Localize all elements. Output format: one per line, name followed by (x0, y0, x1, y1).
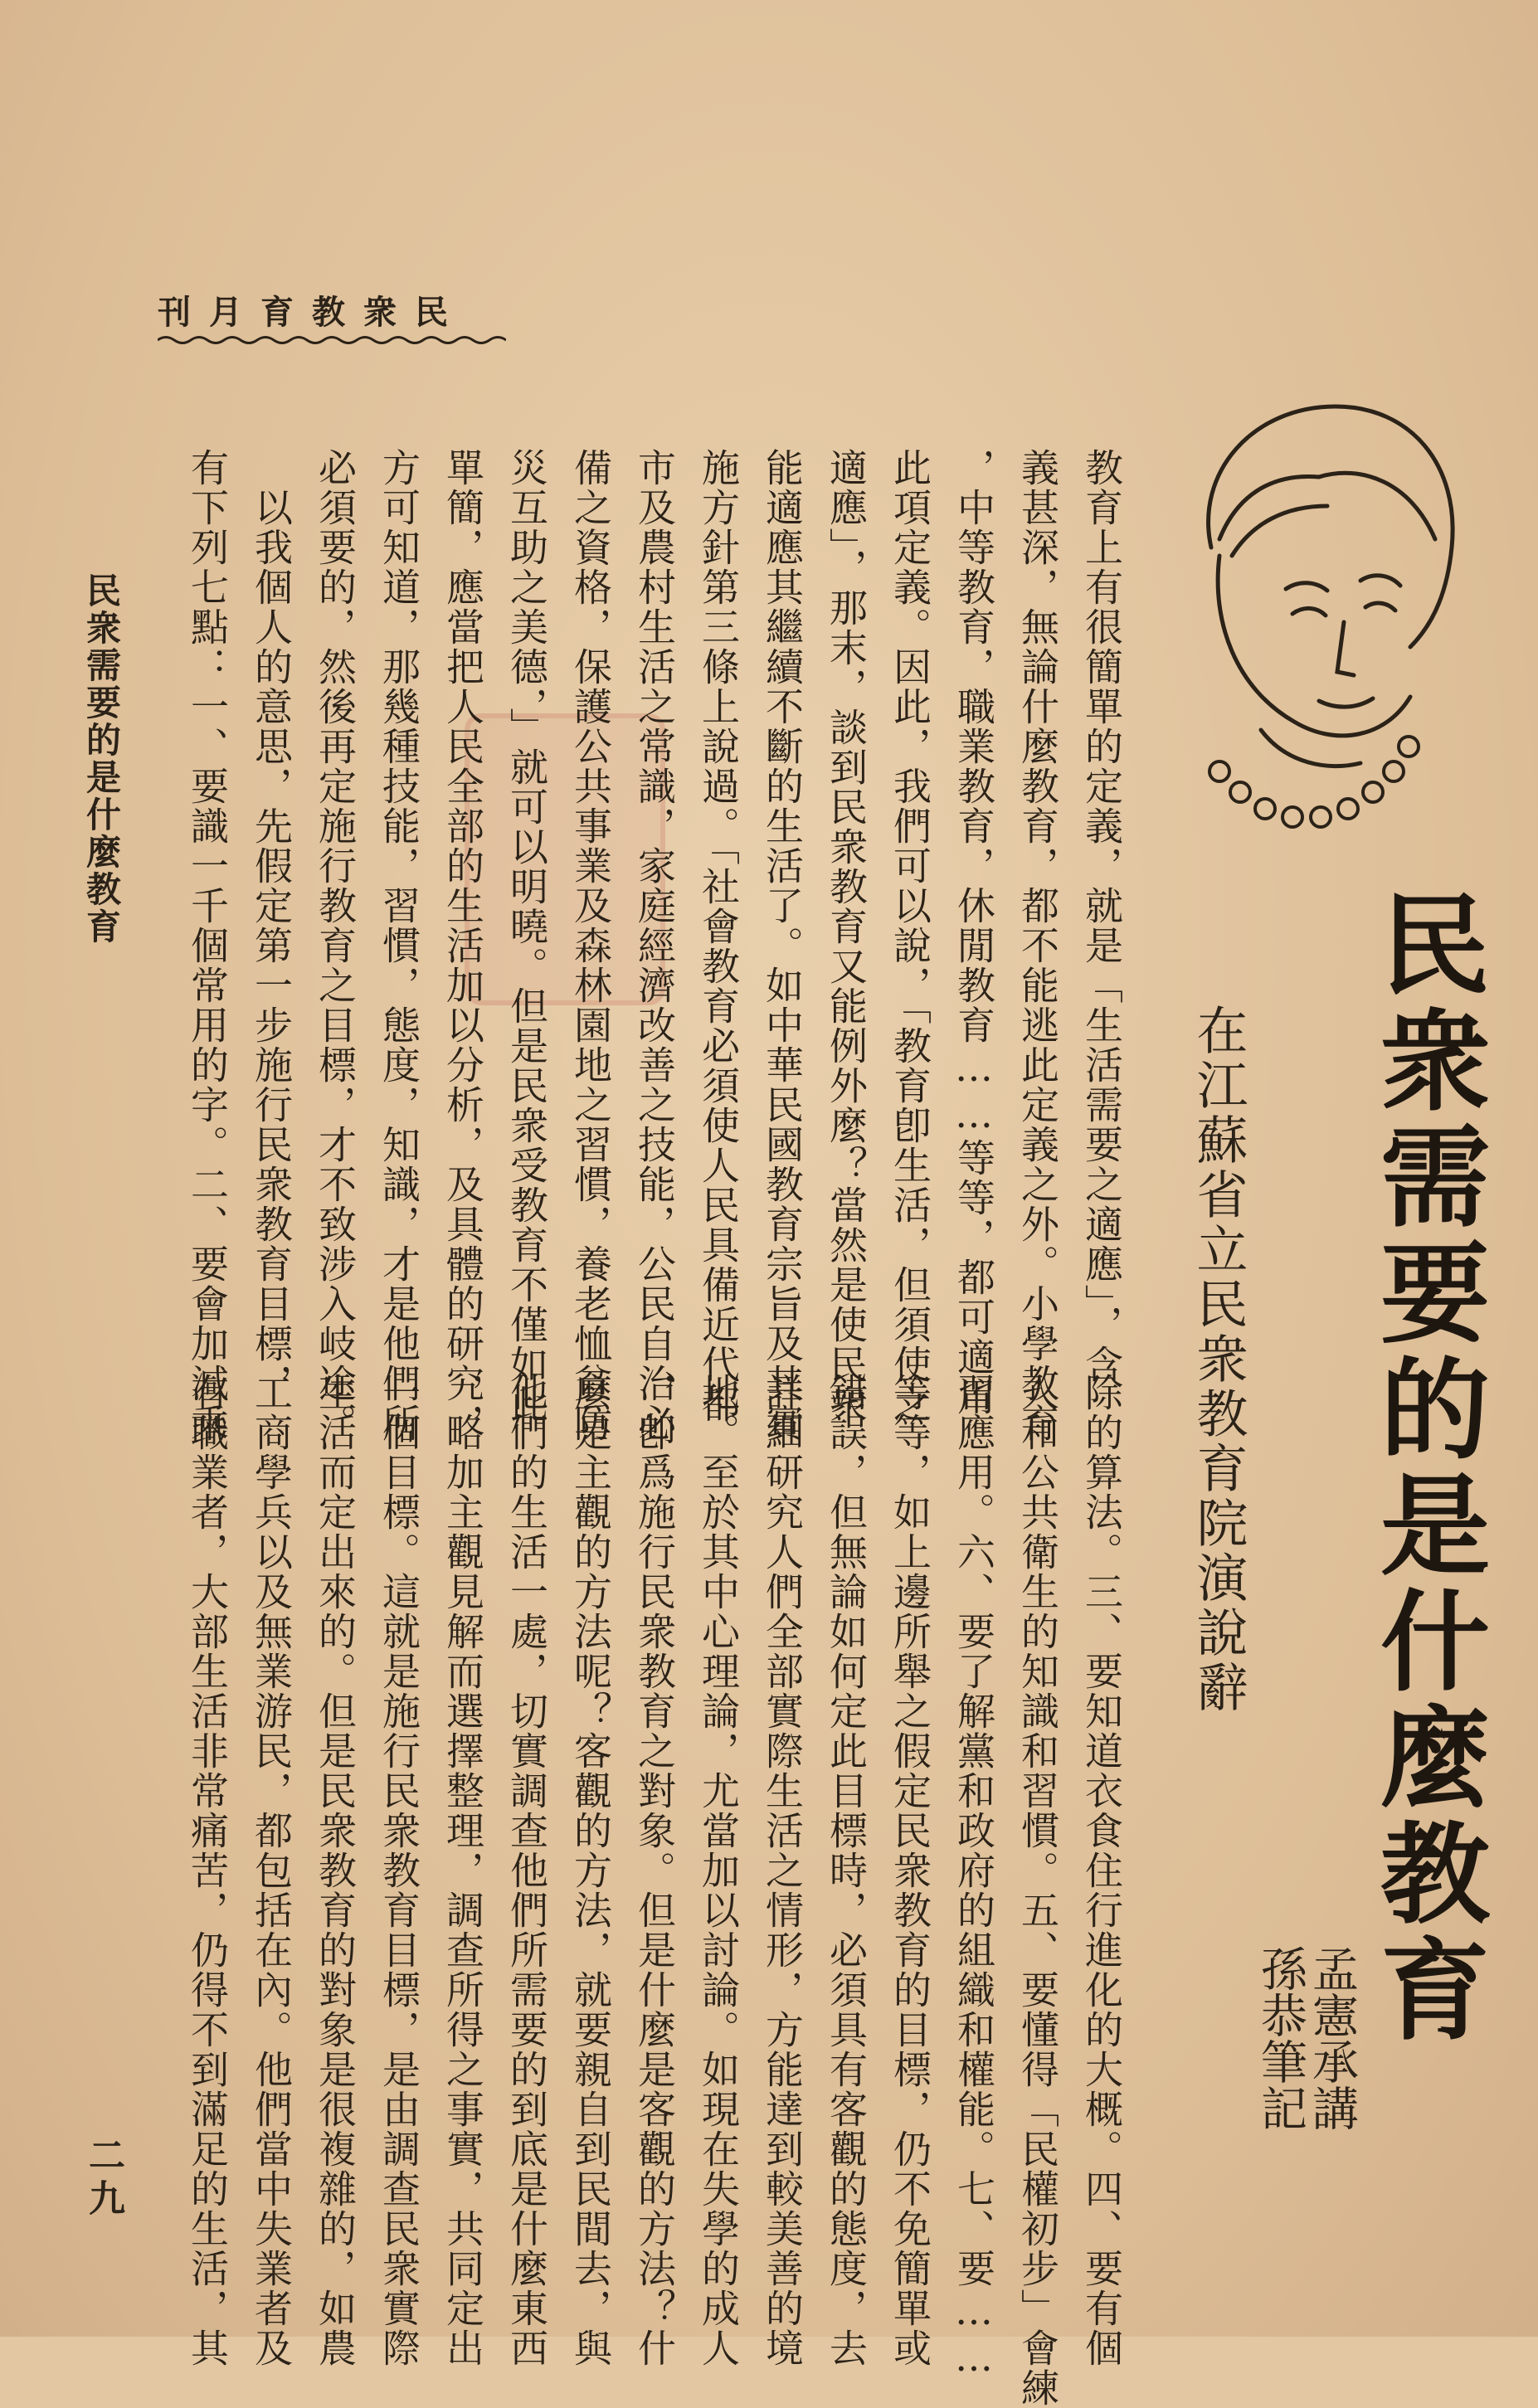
text-column: 習應用。六、要了解黨和政府的組織和權能。七、要…… (952, 1373, 996, 2381)
recorder-credit: 孫恭筆記 (1253, 1945, 1307, 2131)
text-column: ，中等教育，職業教育，休閒教育……等等，都可適用 (952, 448, 996, 1417)
text-column: 工商學兵以及無業游民，都包括在內。他們當中失業者及 (249, 1373, 294, 2368)
journal-title: 刊月育教衆民 (158, 293, 466, 332)
text-column: 必須要的，然後再定施行教育之目標，才不致涉入岐途。 (313, 448, 358, 1443)
page-number: 二九 (82, 2136, 124, 2222)
text-column: 人和公共衛生的知識和習慣。五、要懂得「民權初步」會練 (1015, 1373, 1060, 2408)
sketch-illustration (1161, 373, 1477, 888)
text-column: 麼是主觀的方法呢？客觀的方法，就要親自到民間去，與 (568, 1373, 613, 2368)
text-column: 此項定義。因此，我們可以說，「教育卽生活，但須使之 (888, 448, 932, 1424)
article-title: 民衆需要的是什麼教育 (1361, 888, 1490, 2049)
text-column: 一個目標。這就是施行民衆教育目標，是由調查民衆實際 (377, 1373, 421, 2368)
text-column: 災互助之美德，」就可以明曉。但是民衆受教育不僅如此 (504, 448, 549, 1424)
text-column: ，卽爲施行民衆教育之對象。但是什麼是客觀的方法？什 (632, 1373, 677, 2368)
text-column: 方可知道，那幾種技能，習慣，態度，知識，才是他們所 (377, 448, 421, 1443)
text-column: 有職業者，大部生活非常痛苦，仍得不到滿足的生活，其 (185, 1373, 230, 2368)
text-column: 教育上有很簡單的定義，就是「生活需要之適應」，含 (1079, 448, 1124, 1384)
wavy-rule (158, 334, 506, 346)
text-column: 詳細研究人們全部實際生活之情形，方能達到較美善的境 (760, 1373, 805, 2368)
text-column: 他們的生活一處，切實調查他們所需要的到底是什麼東西 (504, 1373, 549, 2368)
running-footer: 民衆需要的是什麼教育 (81, 572, 122, 946)
speaker-credit: 孟憲承講 (1305, 1945, 1359, 2131)
text-column: 生活而定出來的。但是民衆教育的對象是很複雜的，如農 (313, 1373, 358, 2368)
running-header (158, 286, 506, 344)
text-column: 錯誤，但無論如何定此目標時，必須具有客觀的態度，去 (824, 1373, 869, 2368)
text-column: ，略加主觀見解而選擇整理，調查所得之事實，共同定出 (440, 1373, 485, 2368)
text-column: 等等，如上邊所舉之假定民衆教育的目標，仍不免簡單或 (888, 1373, 932, 2368)
text-column: 適應」，那末，談到民衆教育又能例外麼？當然是使民衆 (824, 448, 869, 1424)
text-column: 施方針第三條上說過。「社會教育必須使人民具備近代都 (696, 448, 741, 1424)
text-column: 有下列七點：一、要識一千個常用的字。二、要會加減乘 (185, 448, 230, 1443)
text-column: 能適應其繼續不斷的生活了。如中華民國教育宗旨及其實 (760, 448, 805, 1443)
text-column: 備之資格，保護公共事業及森林園地之習慣，養老恤貧防 (568, 448, 613, 1443)
text-column: 除的算法。三、要知道衣食住行進化的大概。四、要有個 (1079, 1373, 1124, 2368)
author-block (1235, 1945, 1360, 2194)
text-column: 地。至於其中心理論，尤當加以討論。如現在失學的成人 (696, 1373, 741, 2368)
text-column: 以我個人的意思，先假定第一步施行民衆教育目標， (249, 448, 294, 1403)
text-column: 市及農村生活之常識，家庭經濟改善之技能，公民自治必 (632, 448, 677, 1443)
text-column: 義甚深，無論什麼教育，都不能逃此定義之外。小學教育 (1015, 448, 1060, 1443)
article-venue: 在江蘇省立民衆教育院演說辭 (1188, 1004, 1248, 1715)
text-column: 單簡，應當把人民全部的生活加以分析，及具體的研究， (440, 448, 485, 1443)
